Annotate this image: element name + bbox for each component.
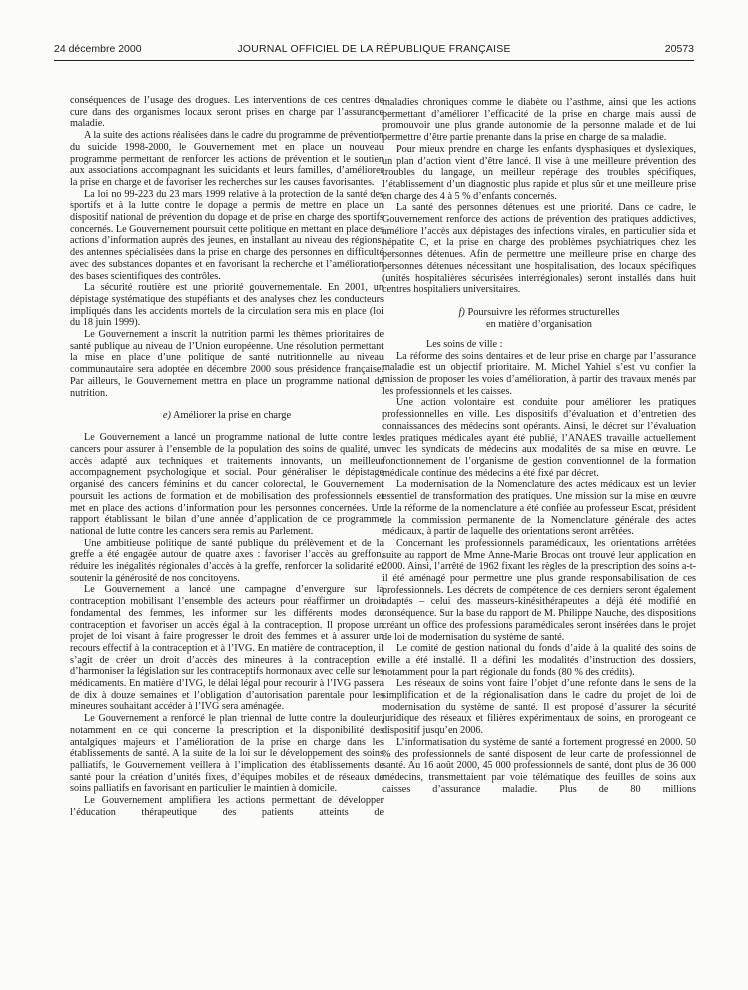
- paragraph: Une ambitieuse politique de santé publique du prélèvement et de la greffe a été engagée autour de quatre axes : favoriser l’accès au greffon, réduire les inégalités régionales d’accès à la greffe, renforcer la solidarité et soutenir la générosité de nos concitoyens.: [70, 537, 384, 584]
- paragraph: L’informatisation du système de santé a fortement progressé en 2000. 50 % des professionnels de santé disposent de leur carte de professionnel de santé. Au 16 août 2000, 45 000 professionnels de santé, dont plus de 36 000 médecins, transmettaient par voie télématique des feuilles de soins aux caisses d’assurance maladie. Plus de 80 millions: [382, 736, 696, 795]
- paragraph: La loi no 99-223 du 23 mars 1999 relative à la protection de la santé des sportifs et à la lutte contre le dopage a permis de mettre en place un dispositif national de prévention du dopage et de prise en charge des sportifs concernés. Le Gouvernement poursuit cette politique en mettant en place des actions d’information auprès des jeunes, en installant au niveau des régions, des antennes spécialisées dans la prise en charge des personnes en difficulté avec des substances dopantes et en favorisant la recherche et l’amélioration des bases scientifiques des contrôles.: [70, 188, 384, 282]
- section-title-line2: en matière d’organisation: [486, 318, 592, 330]
- paragraph: La santé des personnes détenues est une priorité. Dans ce cadre, le Gouvernement renforce des actions de prévention des pratiques addictives, améliore l’accès aux dépistages des infections virales, en particulier sida et hépatite C, et la prise en charge des problèmes psychiatriques chez les personnes détenues. Afin de permettre une meilleure prise en charge des personnes détenues nécessitant une hospitalisation, des locaux spécifiques (unités hospitalières sécurisées interrégionales) seront installés dans huit centres hospitaliers universitaires.: [382, 202, 696, 296]
- paragraph: Concernant les professionnels paramédicaux, les orientations arrêtées suite au rapport de Mme Anne-Marie Brocas ont trouvé leur application en 2000. Ainsi, l’arrêté de 1962 fixant les règles de la prescription des soins a-t-il été aménagé pour permettre une plus grande responsabilisation de ces professionnels. Les décrets de compétence de ces derniers seront également adaptés – celui des masseurs-kinésithérapeutes a déjà été modifié en conséquence. Sur la base du rapport de M. Philippe Nauche, des dispositions créant un office des professions paramédicales seront insérées dans le projet de loi de modernisation du système de santé.: [382, 537, 696, 643]
- paragraph: La sécurité routière est une priorité gouvernementale. En 2001, un dépistage systématique des stupéfiants et des analyses chez les conducteurs impliqués dans les accidents mortels de la circulation sera mis en place (loi du 18 juin 1999).: [70, 282, 384, 329]
- paragraph: Le Gouvernement amplifiera les actions permettant de développer l’éducation thérapeutique des patients atteints de: [70, 795, 384, 818]
- paragraph: Pour mieux prendre en charge les enfants dysphasiques et dyslexiques, un plan d’action vient d’être lancé. Il vise à une meilleure prévention des troubles du langage, un meilleur repérage des troubles spécifiques, l’établissement d’un diagnostic plus rapide et plus sûr et une meilleure prise en charge des 4 à 5 % d’enfants concernés.: [382, 143, 696, 202]
- header-page-number: 20573: [664, 43, 694, 55]
- subheading-soins-de-ville: Les soins de ville :: [426, 338, 503, 350]
- paragraph: La modernisation de la Nomenclature des actes médicaux est un levier essentiel de transformation des pratiques. Une mission sur la mise en œuvre de la réforme de la nomenclature a été confiée au professeur Escat, président de la commission permanente de la Nomenclature générale des actes médicaux, à partir de laquelle des orientations seront arrêtées.: [382, 479, 696, 538]
- paragraph: A la suite des actions réalisées dans le cadre du programme de prévention du suicide 1998-2000, le Gouvernement met en place un nouveau programme permettant de renforcer les actions de prévention et le soutien aux associations accompagnant les suicidants et leurs familles, d’améliorer la prise en charge et de favoriser les recherches sur les causes favorisantes.: [70, 130, 384, 188]
- paragraph: Le Gouvernement a lancé un programme national de lutte contre les cancers pour assurer à l’ensemble de la population des soins de qualité, un accès adapté aux techniques et traitements innovants, un meilleur accompagnement psychologique et social. Pour généraliser le dépistage organisé des cancers féminins et du cancer colorectal, le Gouvernement poursuit les actions de formation et de mobilisation des professionnels et met en place des actions d’information pour les personnes concernées. Un rapport établissant le bilan d’une année d’application de ce programme national de lutte contre les cancers sera remis au Parlement.: [70, 432, 384, 537]
- paragraph: Le Gouvernement a inscrit la nutrition parmi les thèmes prioritaires de santé publique au niveau de l’Union européenne. Une résolution permettant la mise en place d’une politique de santé nutritionnelle au niveau communautaire sera adoptée en décembre 2000 sous présidence française. Par ailleurs, le Gouvernement mettra en place un programme national de nutrition.: [70, 329, 384, 399]
- paragraph: Les réseaux de soins vont faire l’objet d’une refonte dans le sens de la simplification et de la régionalisation dans le cadre du projet de loi de modernisation du système de santé. Il est proposé d’assurer la sécurité juridique des réseaux et filières expérimentaux de soins, en prorogeant ce dispositif jusqu’en 2006.: [382, 678, 696, 737]
- paragraph: La réforme des soins dentaires et de leur prise en charge par l’assurance maladie est un objectif prioritaire. M. Michel Yahiel s’est vu confier la mission de proposer les voies d’amélioration, à partir des travaux menés par les professionnels et les caisses.: [382, 350, 696, 397]
- header-date: 24 décembre 2000: [54, 43, 142, 55]
- paragraph: Le comité de gestion national du fonds d’aide à la qualité des soins de ville a été installé. Il a défini les modalités d’instruction des dossiers, notamment pour la part régionale du fonds (80 % des crédits).: [382, 643, 696, 678]
- header-journal-title: JOURNAL OFFICIEL DE LA RÉPUBLIQUE FRANÇAISE: [237, 43, 511, 55]
- section-title-line1: Poursuivre les réformes structurelles: [467, 306, 620, 318]
- page-header: [54, 43, 694, 59]
- section-heading-e: [70, 410, 384, 422]
- right-column: [382, 97, 696, 795]
- paragraph: maladies chroniques comme le diabète ou l’asthme, ainsi que les actions permettant d’améliorer l’efficacité de la prise en charge mais aussi de promouvoir une plus grande autonomie de la personne malade et de lui permettre d’être partie prenante dans la prise en charge de sa maladie.: [382, 97, 696, 144]
- paragraph: Le Gouvernement a renforcé le plan triennal de lutte contre la douleur, notamment en ce qui concerne la prescription et la disponibilité des antalgiques majeurs et l’amélioration de la prise en charge dans les établissements de santé. A la suite de la loi sur le développement des soins palliatifs, le Gouvernement veillera à l’implication des établissements de santé pour la création d’unités fixes, d’équipes mobiles et de réseaux de soins palliatifs en favorisant en particulier le maintien à domicile.: [70, 713, 384, 795]
- section-letter: f): [458, 306, 465, 318]
- section-title: Améliorer la prise en charge: [173, 410, 292, 422]
- paragraph: Une action volontaire est conduite pour améliorer les pratiques professionnelles en ville. Les dispositifs d’évaluation et d’entretien des connaissances des médecins sont opérants. Ainsi, le décret sur l’évaluation des pratiques médicales ayant été publié, l’ANAES travaille actuellement avec les syndicats de médecins aux modalités de sa mise en œuvre. Le fonctionnement de l’organisme de gestion conventionnel de la formation médicale continue des médecins a été fixé par décret.: [382, 397, 696, 479]
- section-heading-f: [382, 307, 696, 331]
- paragraph: conséquences de l’usage des drogues. Les interventions de ces centres de cure dans des organismes locaux seront prises en charge par l’assurance maladie.: [70, 95, 384, 130]
- left-column: [70, 95, 384, 818]
- section-letter: e): [162, 410, 171, 422]
- paragraph: Le Gouvernement a lancé une campagne d’envergure sur la contraception mobilisant l’ensemble des acteurs pour réaffirmer un droit fondamental des femmes, les informer sur les différents modes de contraception et favoriser un accès égal à la contraception. Il propose un projet de loi visant à faire progresser le droit des femmes et à assurer un recours effectif à la contraception et à l’IVG. En matière de contraception, il s’agit de créer un droit d’accès des mineures à la contraception et d’harmoniser la législation sur les contraceptifs hormonaux avec celle sur les médicaments. En matière d’IVG, le délai légal pour recourir à l’IVG passera de dix à douze semaines et l’obligation d’autorisation parentale pour les mineures souhaitant accéder à l’IVG sera aménagée.: [70, 584, 385, 713]
- header-rule: [54, 60, 694, 61]
